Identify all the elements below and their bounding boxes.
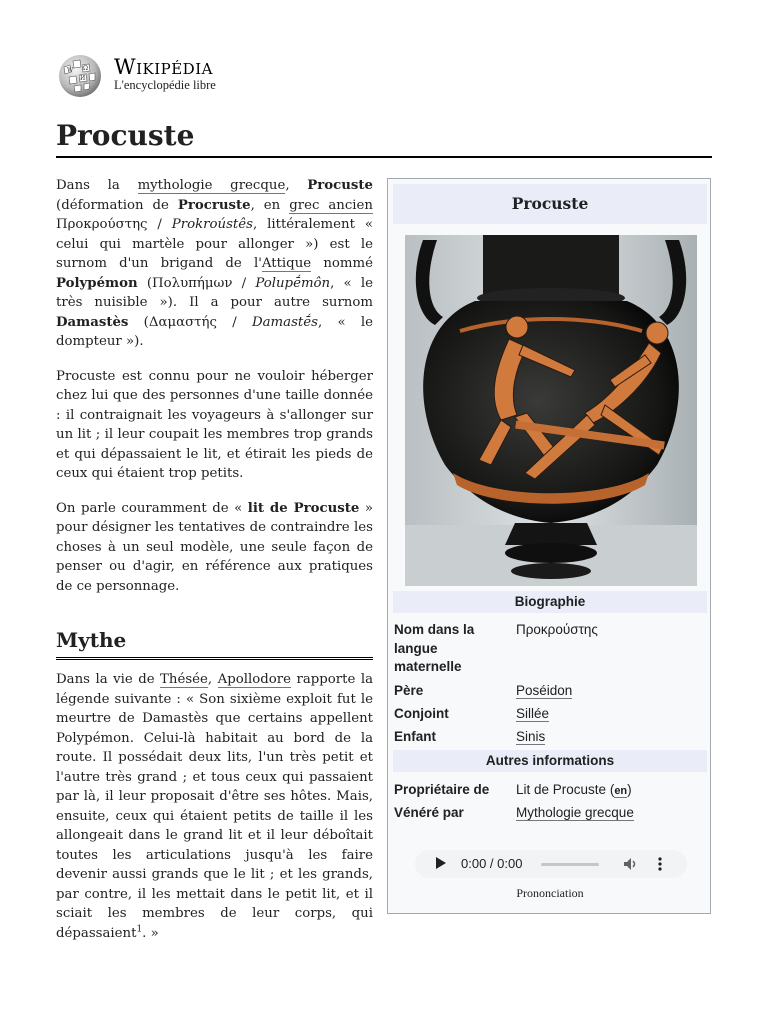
section-heading-mythe: Mythe bbox=[56, 625, 373, 660]
mythe-paragraph-1 bbox=[56, 670, 373, 943]
infobox-row-pere bbox=[394, 682, 706, 702]
infobox-row-enfant bbox=[394, 728, 706, 748]
vase-image[interactable] bbox=[405, 235, 697, 586]
infobox-label: Enfant bbox=[394, 729, 436, 744]
infobox-title: Procuste bbox=[393, 184, 707, 224]
svg-text:Ω: Ω bbox=[83, 65, 88, 72]
italic-damastes: Damastḗs bbox=[251, 314, 318, 330]
audio-time: 0:00 / 0:00 bbox=[461, 856, 523, 871]
text: , « le dompteur »). bbox=[56, 314, 373, 349]
link-mythologie-grecque-infobox[interactable]: Mythologie grecque bbox=[516, 805, 634, 820]
text: Dans la bbox=[56, 178, 138, 193]
link-apollodore[interactable]: Apollodore bbox=[217, 672, 291, 687]
bold-polypemon: Polypémon bbox=[56, 275, 138, 291]
text: . » bbox=[142, 925, 159, 941]
play-icon[interactable] bbox=[436, 857, 446, 869]
infobox-row-nom bbox=[394, 621, 706, 677]
italic-prokroustes: Prokroústês bbox=[171, 217, 253, 232]
bold-procruste: Procruste bbox=[177, 197, 251, 213]
text: » pour désigner les tentatives de contraindre les choses à un seul modèle, une seule façon de penser ou d'agir, en référence aux pratiques de ce personnage. bbox=[56, 500, 373, 594]
infobox-label: Conjoint bbox=[394, 706, 449, 721]
text: (Δαμαστής / bbox=[128, 314, 252, 330]
text: (Πολυπήμων / bbox=[137, 275, 256, 291]
infobox-label: Père bbox=[394, 683, 424, 698]
link-thesee[interactable]: Thésée bbox=[160, 672, 208, 687]
svg-text:W: W bbox=[67, 67, 74, 74]
intro-paragraph-2: Procuste est connu pour ne vouloir héberger chez lui que des personnes d'une taille donnée : il contraignait les voyageurs à s'allonger sur un lit ; il leur coupait les membres trop grands et qui dépassaient le lit, et étirait les pieds de ceux qui étaient trop petits. bbox=[56, 368, 373, 481]
audio-seek-slider[interactable] bbox=[541, 863, 599, 866]
infobox-row-proprietaire: Propriétaire de Lit de Procuste (en) bbox=[394, 781, 706, 801]
infobox-section-biographie: Biographie bbox=[393, 591, 707, 613]
svg-text:И: И bbox=[80, 75, 86, 82]
infobox-row-venere bbox=[394, 804, 706, 824]
footnote-ref-1[interactable]: 1 bbox=[136, 924, 143, 935]
article-body bbox=[56, 176, 373, 958]
text: rapporte la légende suivante : « Son sixième exploit fut le meurtre de Damastès que certains appellent Polypémon. Celui-là habitait au bord de la route. Il possédait deux lits, l'un très petit et l'autre très grand ; et tous ceux qui passaient par là, il leur proposait d'être ses hôtes. Mais, ensuite, ceux qui étaient petits de taille il les allongeait dans le grand lit et il leur déboîtait toutes les articulations jusqu'à les faire devenir aussi grands que le lit ; et les grands, par contre, il les mettait dans le petit lit, et il sciait les membres de leur corps, qui dépassaient bbox=[56, 672, 373, 941]
link-sinis[interactable]: Sinis bbox=[516, 729, 546, 744]
text: (déformation de bbox=[56, 197, 178, 213]
infobox-section-autres: Autres informations bbox=[393, 750, 707, 772]
more-options-icon[interactable] bbox=[658, 856, 662, 872]
text: , littéralement « celui qui martèle pour allonger ») est le surnom d'un brigand de l' bbox=[56, 217, 373, 271]
site-header bbox=[56, 53, 216, 99]
text: nommé bbox=[311, 256, 373, 271]
intro-paragraph-1 bbox=[56, 176, 373, 352]
brand bbox=[114, 55, 216, 93]
intro-paragraph-3 bbox=[56, 499, 373, 597]
text: , en bbox=[250, 197, 290, 213]
infobox-value: Προκρούστης bbox=[516, 622, 598, 637]
infobox-value[interactable]: Lit de Procuste bbox=[516, 782, 607, 797]
lang-link-en[interactable]: en bbox=[614, 785, 628, 797]
text: , bbox=[285, 178, 308, 193]
audio-player bbox=[415, 850, 687, 878]
text: Dans la vie de bbox=[56, 672, 161, 687]
link-sillee[interactable]: Sillée bbox=[516, 706, 550, 721]
infobox-label: Propriétaire de bbox=[394, 782, 490, 797]
brand-name: Wikipédia bbox=[114, 55, 213, 79]
link-attique[interactable]: Attique bbox=[261, 256, 312, 271]
italic-polupemon: Polupḗmôn bbox=[255, 275, 331, 291]
audio-caption: Prononciation bbox=[516, 886, 584, 900]
red-figure-vase-illustration bbox=[405, 235, 697, 586]
infobox-row-conjoint bbox=[394, 705, 706, 725]
page-title: Procuste bbox=[56, 117, 712, 158]
text: , « le très nuisible »). Il a pour autre surnom bbox=[56, 275, 374, 310]
bold-damastes: Damastès bbox=[56, 314, 129, 330]
infobox-label: Vénéré par bbox=[394, 805, 464, 820]
link-mythologie-grecque[interactable]: mythologie grecque bbox=[137, 178, 286, 193]
brand-tagline: L'encyclopédie libre bbox=[114, 78, 216, 92]
text: Προκρούστης / bbox=[56, 217, 172, 232]
text: , bbox=[207, 672, 218, 687]
bold-lit-de-procuste: lit de Procuste bbox=[247, 500, 360, 516]
wikipedia-globe-logo[interactable] bbox=[56, 53, 104, 99]
infobox bbox=[387, 178, 711, 914]
volume-icon[interactable] bbox=[622, 856, 638, 872]
text: On parle couramment de « bbox=[56, 500, 248, 516]
link-poseidon[interactable]: Poséidon bbox=[516, 683, 573, 698]
bold-procuste: Procuste bbox=[307, 178, 373, 193]
infobox-label: Nom dans la langue maternelle bbox=[394, 622, 475, 674]
link-grec-ancien[interactable]: grec ancien bbox=[289, 197, 373, 213]
